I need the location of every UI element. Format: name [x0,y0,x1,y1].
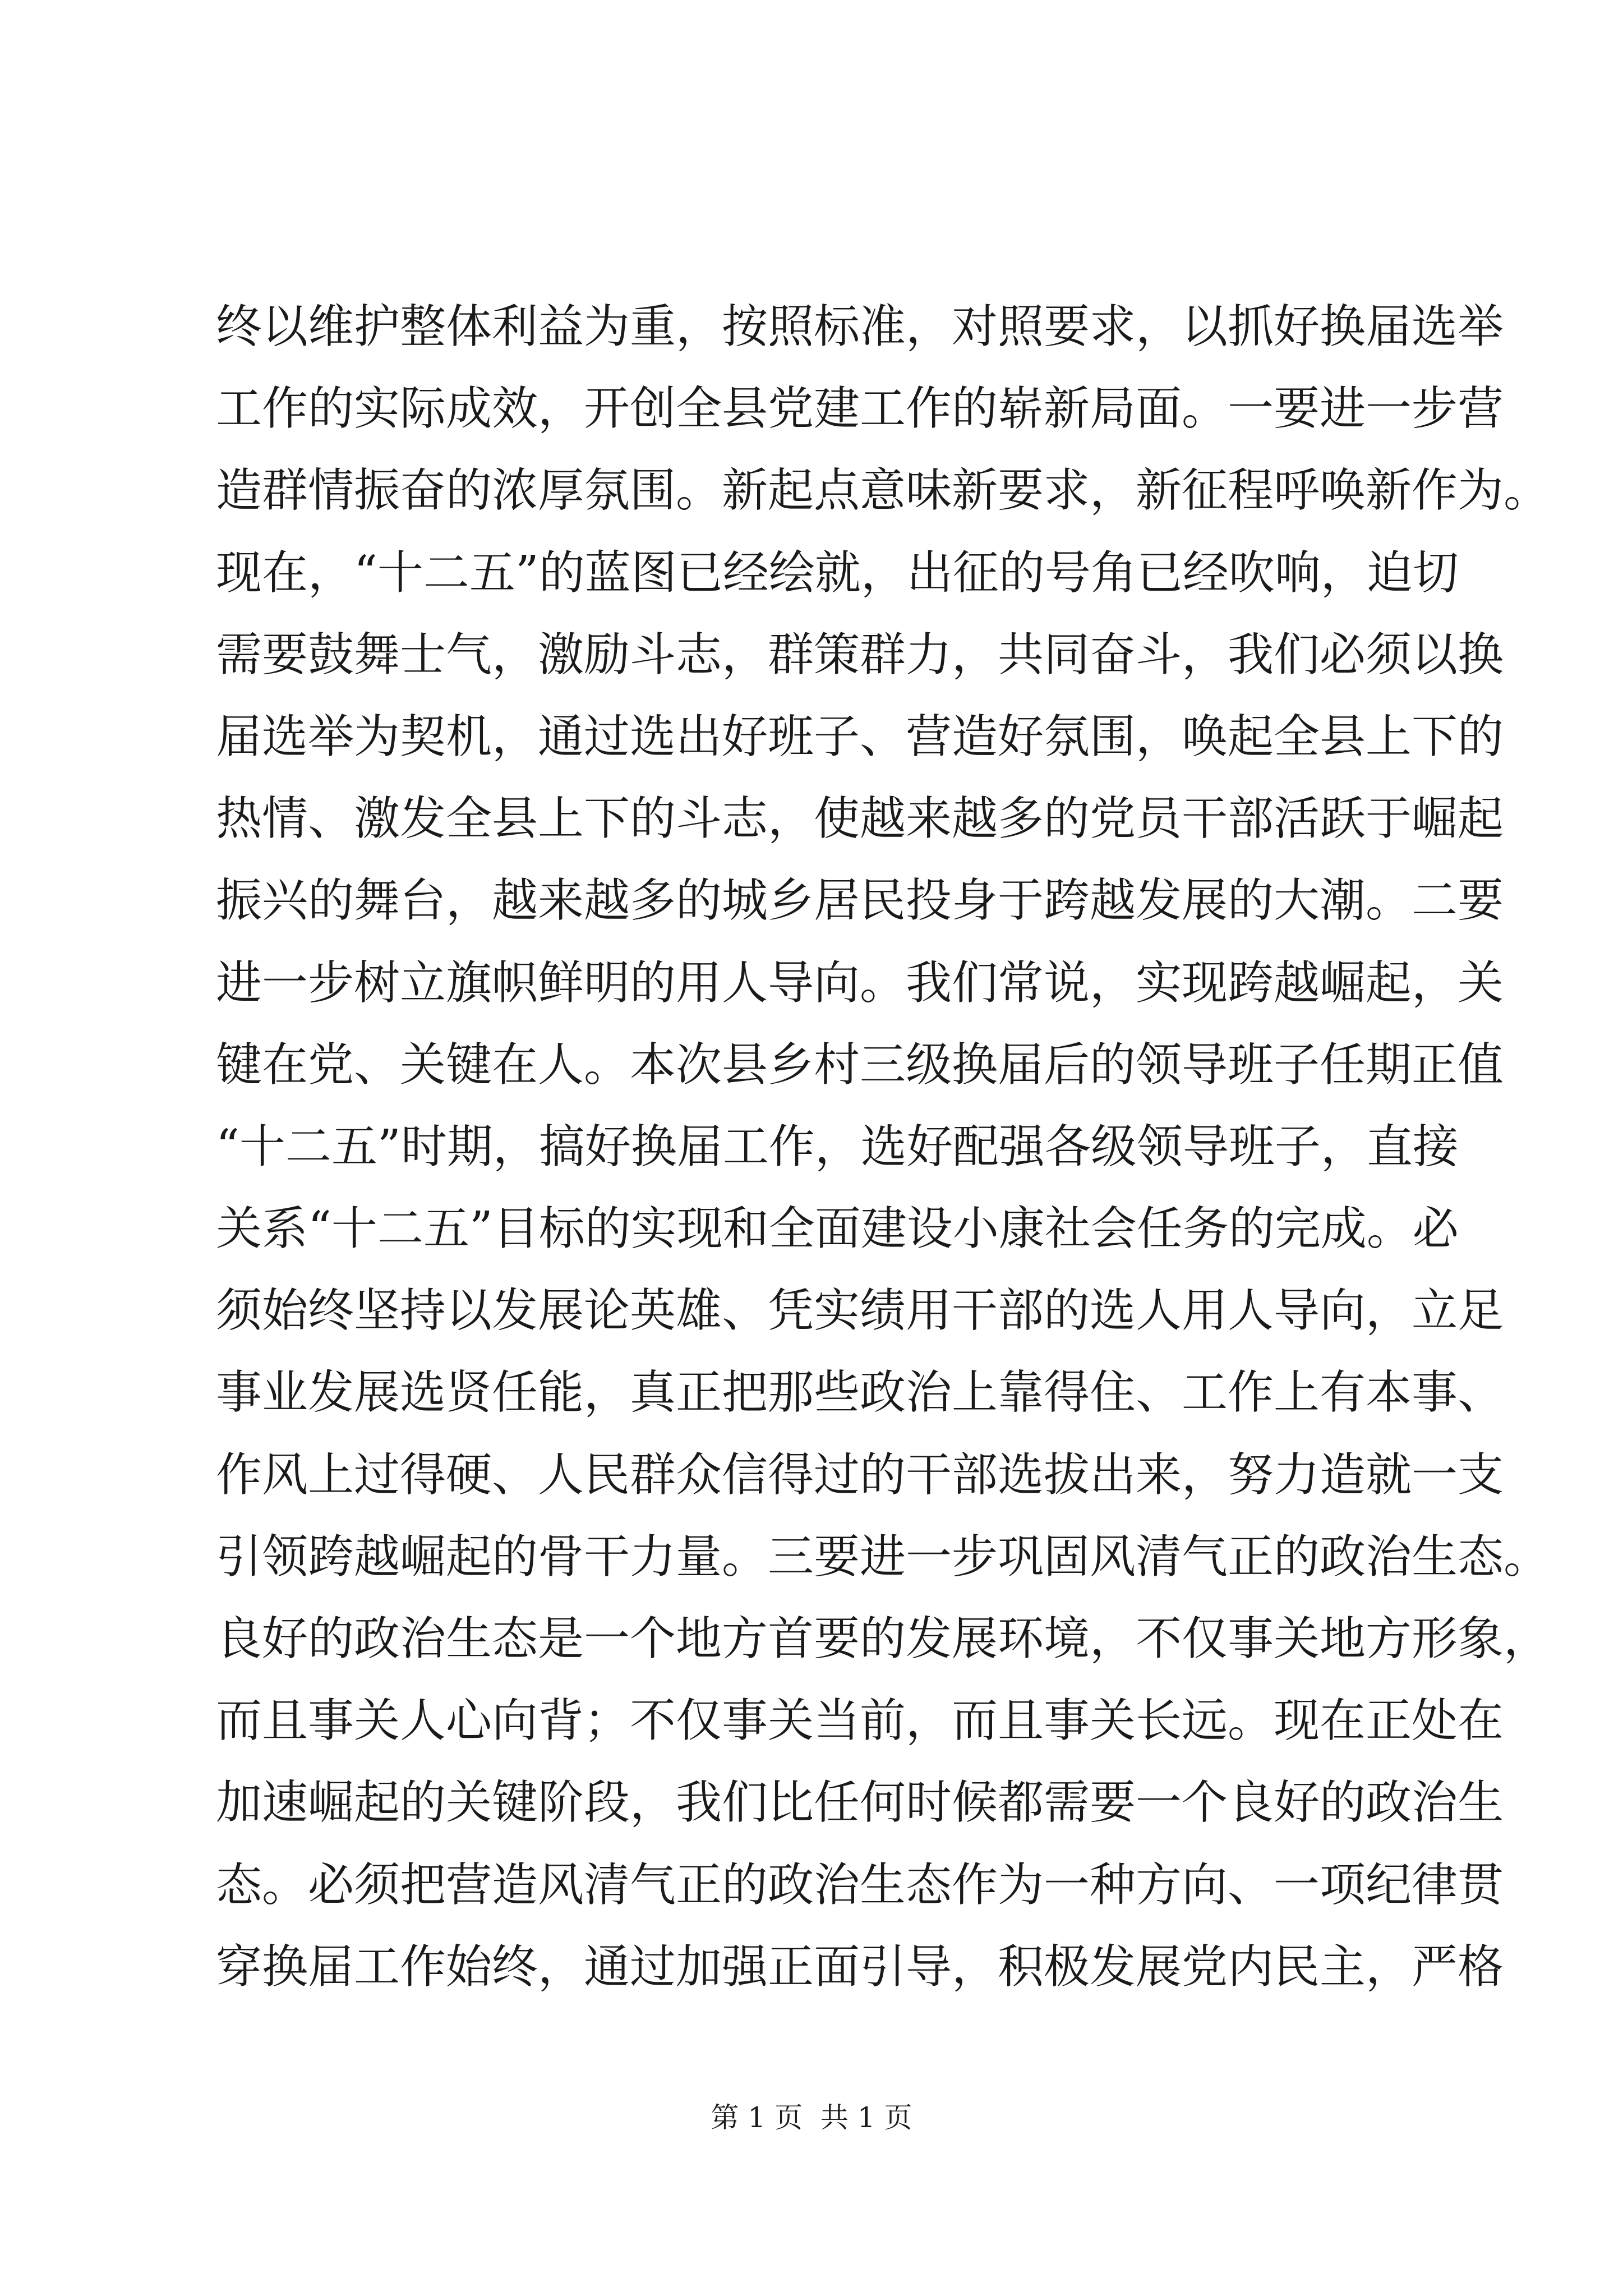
text-line: 届选举为契机，通过选出好班子、营造好氛围，唤起全县上下的 [216,710,1504,763]
text-line: 须始终坚持以发展论英雄、凭实绩用干部的选人用人导向，立足 [216,1284,1504,1338]
text-line: 而且事关人心向背；不仅事关当前，而且事关长远。现在正处在 [216,1694,1504,1748]
text-line: 态。必须把营造风清气正的政治生态作为一种方向、一项纪律贯 [216,1858,1504,1912]
body-text [216,286,1550,2008]
text-line: 热情、激发全县上下的斗志，使越来越多的党员干部活跃于崛起 [216,792,1504,846]
text-line: 穿换届工作始终，通过加强正面引导，积极发展党内民主，严格 [216,1940,1504,1994]
text-line: 关系“十二五”目标的实现和全面建设小康社会任务的完成。必 [216,1202,1459,1256]
text-line: 现在，“十二五”的蓝图已经绘就，出征的号角已经吹响，迫切 [216,546,1459,600]
text-line: 加速崛起的关键阶段，我们比任何时候都需要一个良好的政治生 [216,1776,1504,1830]
page-number-footer: 第 1 页 共 1 页 [711,2101,912,2134]
text-line: 良好的政治生态是一个地方首要的发展环境，不仅事关地方形象， [216,1612,1550,1665]
text-line: 引领跨越崛起的骨干力量。三要进一步巩固风清气正的政治生态。 [216,1530,1550,1584]
text-line: 振兴的舞台，越来越多的城乡居民投身于跨越发展的大潮。二要 [216,874,1504,928]
text-line: 终以维护整体利益为重，按照标准，对照要求，以抓好换届选举 [216,300,1504,353]
text-line: 工作的实际成效，开创全县党建工作的崭新局面。一要进一步营 [216,382,1504,436]
text-line: 作风上过得硬、人民群众信得过的干部选拔出来，努力造就一支 [216,1448,1504,1502]
text-line: 事业发展选贤任能，真正把那些政治上靠得住、工作上有本事、 [216,1366,1504,1420]
text-line: 键在党、关键在人。本次县乡村三级换届后的领导班子任期正值 [216,1038,1504,1092]
text-line: 造群情振奋的浓厚氛围。新起点意味新要求，新征程呼唤新作为。 [216,464,1550,518]
text-line: 需要鼓舞士气，激励斗志，群策群力，共同奋斗，我们必须以换 [216,628,1504,682]
text-line: “十二五”时期，搞好换届工作，选好配强各级领导班子，直接 [216,1120,1459,1174]
text-line: 进一步树立旗帜鲜明的用人导向。我们常说，实现跨越崛起，关 [216,956,1504,1010]
